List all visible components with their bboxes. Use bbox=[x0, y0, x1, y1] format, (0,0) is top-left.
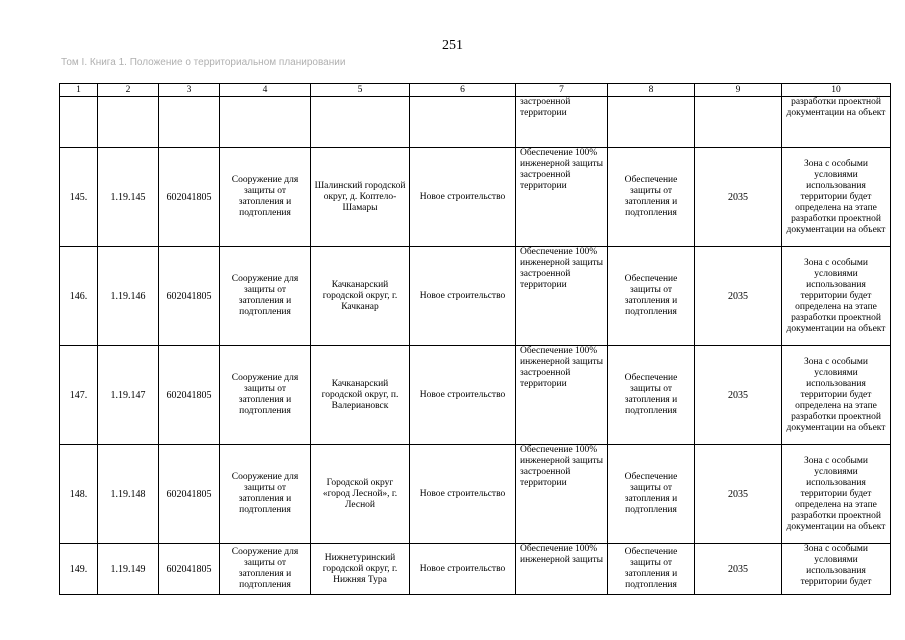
cell-number: 148. bbox=[60, 445, 98, 544]
cell-number: 149. bbox=[60, 544, 98, 595]
cell-id: 602041805 bbox=[159, 346, 220, 445]
cell-object: Сооружение для защиты от затопления и подтопления bbox=[220, 247, 311, 346]
cell-location: Нижнетуринский городской округ, г. Нижняя Тура bbox=[311, 544, 410, 595]
cell-function: Обеспечение защиты от затопления и подтопления bbox=[608, 148, 695, 247]
cell-zone: Зона с особыми условиями использования территории будет определена на этапе разработки проектной документации на объект bbox=[782, 445, 891, 544]
cell-purpose: Обеспечение 100% инженерной защиты застроенной территории bbox=[516, 247, 608, 346]
cell-object: Сооружение для защиты от затопления и подтопления bbox=[220, 148, 311, 247]
cell-purpose: Обеспечение 100% инженерной защиты застроенной территории bbox=[516, 445, 608, 544]
cell-year: 2035 bbox=[695, 346, 782, 445]
cell-location: Качканарский городской округ, г. Качканар bbox=[311, 247, 410, 346]
table-cell bbox=[220, 97, 311, 148]
cell-number: 146. bbox=[60, 247, 98, 346]
cell-location: Качканарский городской округ, п. Валериановск bbox=[311, 346, 410, 445]
cell-purpose: Обеспечение 100% инженерной защиты застроенной территории bbox=[516, 148, 608, 247]
cell-status: Новое строительство bbox=[410, 445, 516, 544]
cell-id: 602041805 bbox=[159, 247, 220, 346]
column-number: 10 bbox=[782, 84, 891, 97]
table-row bbox=[60, 247, 891, 346]
table-row bbox=[60, 346, 891, 445]
cell-year: 2035 bbox=[695, 445, 782, 544]
cell-object: Сооружение для защиты от затопления и подтопления bbox=[220, 346, 311, 445]
cell-zone: Зона с особыми условиями использования территории будет определена на этапе разработки проектной документации на объект bbox=[782, 247, 891, 346]
column-number: 6 bbox=[410, 84, 516, 97]
table-cell bbox=[311, 97, 410, 148]
cell-year: 2035 bbox=[695, 247, 782, 346]
cell-number: 147. bbox=[60, 346, 98, 445]
column-number: 8 bbox=[608, 84, 695, 97]
cell-status: Новое строительство bbox=[410, 544, 516, 595]
column-number: 5 bbox=[311, 84, 410, 97]
cell-function: Обеспечение защиты от затопления и подтопления bbox=[608, 247, 695, 346]
cell-id: 602041805 bbox=[159, 544, 220, 595]
table-cell bbox=[695, 97, 782, 148]
cell-zone: Зона с особыми условиями использования территории будет bbox=[782, 544, 891, 595]
cell-code: 1.19.148 bbox=[98, 445, 159, 544]
page-number: 251 bbox=[442, 38, 463, 53]
column-number: 4 bbox=[220, 84, 311, 97]
planning-table bbox=[59, 83, 891, 595]
column-number-row bbox=[60, 84, 891, 97]
table-cell bbox=[159, 97, 220, 148]
cell-code: 1.19.145 bbox=[98, 148, 159, 247]
table-cell bbox=[410, 97, 516, 148]
cell-code: 1.19.147 bbox=[98, 346, 159, 445]
cell-function: Обеспечение защиты от затопления и подтопления bbox=[608, 544, 695, 595]
cell-id: 602041805 bbox=[159, 445, 220, 544]
table-row-truncated bbox=[60, 544, 891, 595]
cell-location: Шалинский городской округ, д. Коптело-Шамары bbox=[311, 148, 410, 247]
column-number: 7 bbox=[516, 84, 608, 97]
cell-status: Новое строительство bbox=[410, 148, 516, 247]
cell-zone: разработки проектной документации на объект bbox=[782, 97, 891, 148]
table-cell bbox=[60, 97, 98, 148]
cell-year: 2035 bbox=[695, 148, 782, 247]
cell-purpose: Обеспечение 100% инженерной защиты bbox=[516, 544, 608, 595]
cell-object: Сооружение для защиты от затопления и подтопления bbox=[220, 544, 311, 595]
cell-function: Обеспечение защиты от затопления и подтопления bbox=[608, 346, 695, 445]
table-cell bbox=[98, 97, 159, 148]
cell-location: Городской округ «город Лесной», г. Лесной bbox=[311, 445, 410, 544]
cell-purpose: Обеспечение 100% инженерной защиты застроенной территории bbox=[516, 346, 608, 445]
cell-number: 145. bbox=[60, 148, 98, 247]
cell-code: 1.19.149 bbox=[98, 544, 159, 595]
cell-year: 2035 bbox=[695, 544, 782, 595]
column-number: 3 bbox=[159, 84, 220, 97]
cell-zone: Зона с особыми условиями использования территории будет определена на этапе разработки проектной документации на объект bbox=[782, 148, 891, 247]
cell-id: 602041805 bbox=[159, 148, 220, 247]
column-number: 1 bbox=[60, 84, 98, 97]
cell-status: Новое строительство bbox=[410, 346, 516, 445]
table-row-continued bbox=[60, 97, 891, 148]
column-number: 2 bbox=[98, 84, 159, 97]
cell-zone: Зона с особыми условиями использования территории будет определена на этапе разработки проектной документации на объект bbox=[782, 346, 891, 445]
cell-function: Обеспечение защиты от затопления и подтопления bbox=[608, 445, 695, 544]
table-row bbox=[60, 445, 891, 544]
cell-object: Сооружение для защиты от затопления и подтопления bbox=[220, 445, 311, 544]
cell-purpose: застроенной территории bbox=[516, 97, 608, 148]
column-number: 9 bbox=[695, 84, 782, 97]
cell-status: Новое строительство bbox=[410, 247, 516, 346]
running-header: Том I. Книга 1. Положение о территориальном планировании bbox=[61, 57, 346, 68]
table-row bbox=[60, 148, 891, 247]
cell-code: 1.19.146 bbox=[98, 247, 159, 346]
table-cell bbox=[608, 97, 695, 148]
